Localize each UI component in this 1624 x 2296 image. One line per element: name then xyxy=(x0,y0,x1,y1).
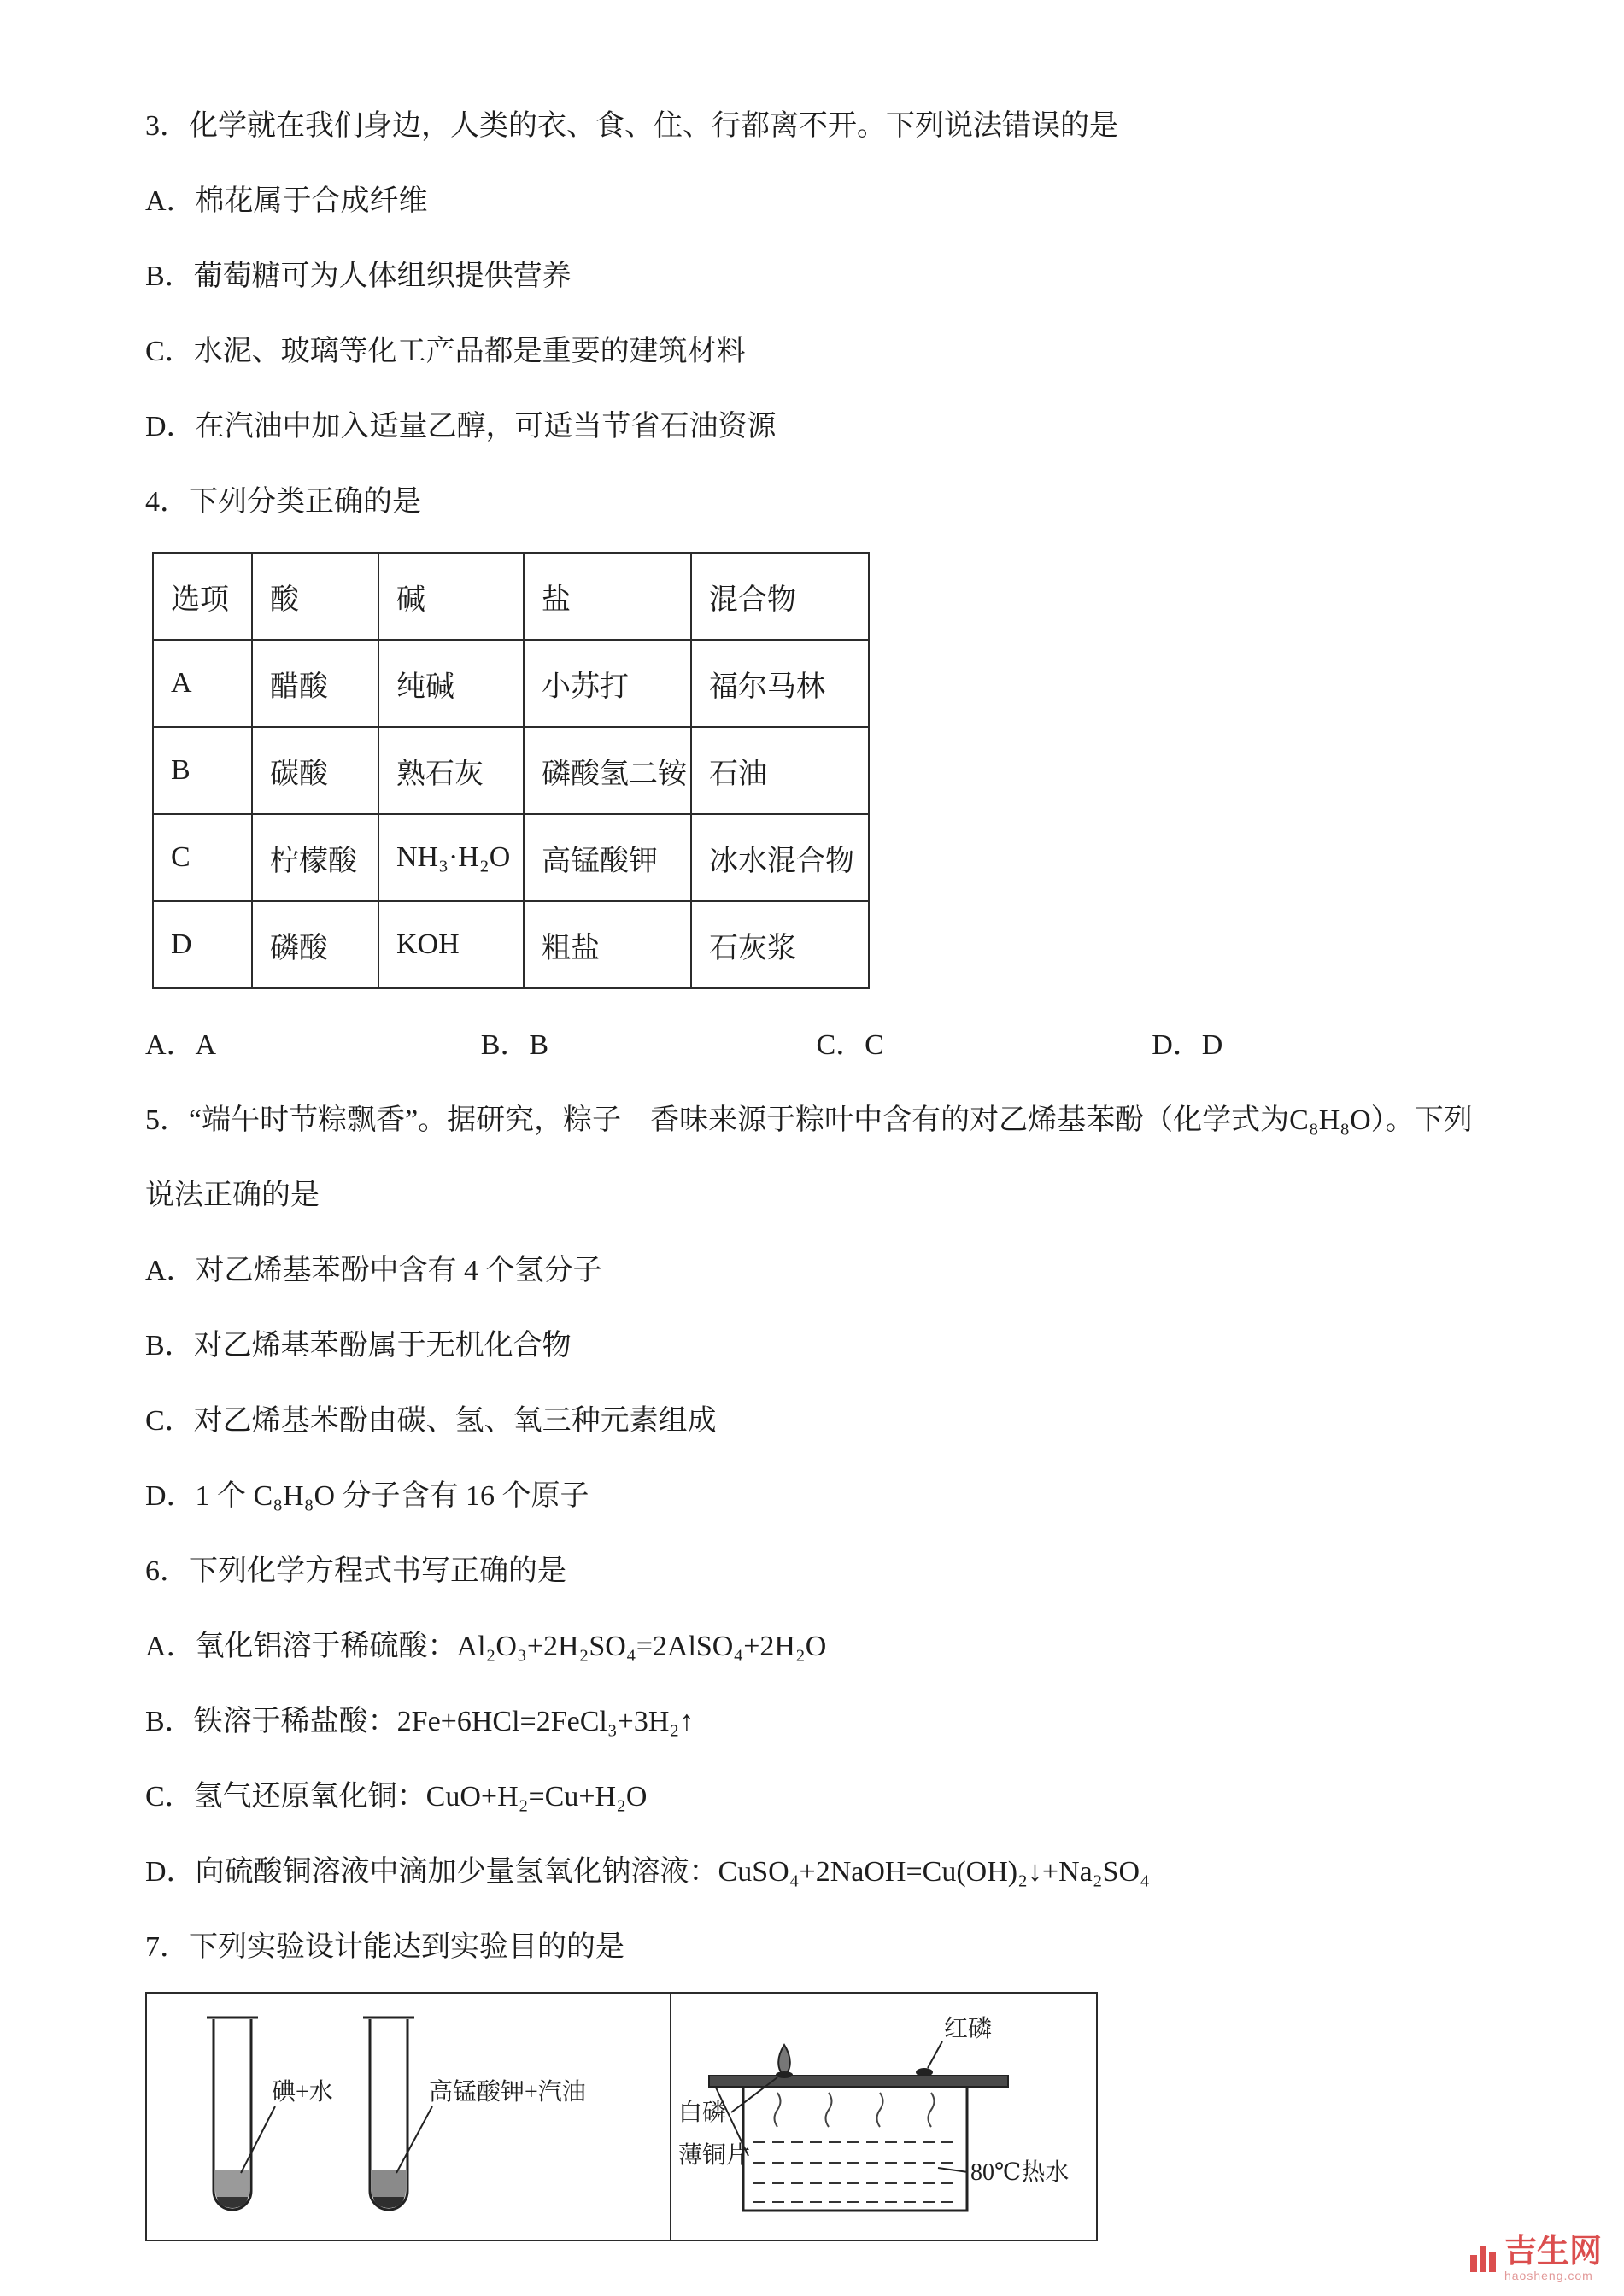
q6-option-c: C．氢气还原氧化铜：CuO+H₂=Cu+H₂O xyxy=(145,1781,648,1813)
table-cell: 冰水混合物 xyxy=(691,814,869,901)
q4-stem: 4．下列分类正确的是 xyxy=(145,486,421,518)
q5-option-d: D．1 个 C₈H₈O 分子含有 16 个原子 xyxy=(145,1480,589,1512)
q6-option-d: D．向硫酸铜溶液中滴加少量氢氧化钠溶液：CuSO₄+2NaOH=Cu(OH)₂↓+Na₂SO₄ xyxy=(145,1856,1150,1888)
logo-subtext: haosheng.com xyxy=(1504,2269,1593,2283)
logo-text: 吉生网 xyxy=(1504,2234,1602,2270)
table-cell: 熟石灰 xyxy=(378,727,524,814)
table-header-row xyxy=(153,553,869,640)
q6-option-a: A．氧化铝溶于稀硫酸：Al₂O₃+2H₂SO₄=2AlSO₄+2H₂O xyxy=(145,1631,827,1662)
q3-stem: 3．化学就在我们身边，人类的衣、食、住、行都离不开。下列说法错误的是 xyxy=(145,110,1118,142)
tube1-leader-line xyxy=(241,2106,275,2173)
table-row xyxy=(153,640,869,727)
q4-answer-b: B．B xyxy=(480,1029,549,1061)
table-cell: KOH xyxy=(378,901,524,988)
q7-figure-container xyxy=(145,1992,1487,2249)
q4-answer-d: D．D xyxy=(1152,1029,1223,1061)
table-cell: 石灰浆 xyxy=(691,901,869,988)
white-phosphorus-dot xyxy=(776,2071,793,2078)
table-cell: NH₃·H₂O xyxy=(378,814,524,901)
table-header-cell: 碱 xyxy=(378,553,524,640)
table-cell: 碳酸 xyxy=(252,727,378,814)
table-cell: D xyxy=(153,901,252,988)
table-cell: 石油 xyxy=(691,727,869,814)
table-header-cell: 酸 xyxy=(252,553,378,640)
table-cell: 高锰酸钾 xyxy=(524,814,691,901)
table-header-cell: 盐 xyxy=(524,553,691,640)
table-header-cell: 混合物 xyxy=(691,553,869,640)
table-cell: 粗盐 xyxy=(524,901,691,988)
red-phosphorus-leader xyxy=(928,2041,942,2068)
table-row xyxy=(153,901,869,988)
site-logo xyxy=(1470,2235,1602,2282)
q6-stem: 6．下列化学方程式书写正确的是 xyxy=(145,1555,566,1587)
table-cell: 柠檬酸 xyxy=(252,814,378,901)
q7-experiment-figure xyxy=(145,1992,1098,2241)
q5-stem: 5．“端午时节粽飘香”。据研究，粽子 香味来源于粽叶中含有的对乙烯基苯酚（化学式为C₈H₈O）。下列说法正确的是 xyxy=(145,1104,1473,1211)
test-tube-1 xyxy=(207,2018,258,2210)
copper-sheet-label: 薄铜片 xyxy=(678,2142,751,2169)
table-header-cell: 选项 xyxy=(153,553,252,640)
table-row xyxy=(153,814,869,901)
table-cell: 纯碱 xyxy=(378,640,524,727)
table-cell: A xyxy=(153,640,252,727)
table-cell: 磷酸氢二铵 xyxy=(524,727,691,814)
q4-answer-c: C．C xyxy=(816,1029,884,1061)
q5-option-c: C．对乙烯基苯酚由碳、氢、氧三种元素组成 xyxy=(145,1405,717,1437)
red-phosphorus-label: 红磷 xyxy=(944,2016,993,2042)
q5-option-b: B．对乙烯基苯酚属于无机化合物 xyxy=(145,1330,572,1362)
q5-option-a: A．对乙烯基苯酚中含有 4 个氢分子 xyxy=(145,1255,602,1286)
heat-waves xyxy=(775,2093,935,2127)
hot-water-label: 80℃热水 xyxy=(970,2159,1070,2186)
table-cell: 小苏打 xyxy=(524,640,691,727)
logo-bars-icon xyxy=(1470,2246,1496,2272)
q3-option-b: B．葡萄糖可为人体组织提供营养 xyxy=(145,261,572,292)
table-cell: B xyxy=(153,727,252,814)
tube2-leader-line xyxy=(396,2106,432,2173)
q4-answer-line xyxy=(145,1008,1487,1083)
test-tube-2 xyxy=(363,2018,414,2210)
white-phosphorus-label: 白磷 xyxy=(678,2100,727,2126)
q4-answer-a: A．A xyxy=(145,1029,217,1061)
q3-option-c: C．水泥、玻璃等化工产品都是重要的建筑材料 xyxy=(145,336,746,367)
table-row xyxy=(153,727,869,814)
table-cell: 磷酸 xyxy=(252,901,378,988)
tube1-label: 碘+水 xyxy=(272,2079,333,2106)
water-lines xyxy=(753,2142,957,2202)
table-cell: 醋酸 xyxy=(252,640,378,727)
q3-option-d: D．在汽油中加入适量乙醇，可适当节省石油资源 xyxy=(145,411,777,442)
table-cell: 福尔马林 xyxy=(691,640,869,727)
table-cell: C xyxy=(153,814,252,901)
tube2-label: 高锰酸钾+汽油 xyxy=(429,2079,586,2106)
q6-option-b: B．铁溶于稀盐酸：2Fe+6HCl=2FeCl₃+3H₂↑ xyxy=(145,1706,695,1737)
flame-icon xyxy=(778,2045,790,2075)
q3-option-a: A．棉花属于合成纤维 xyxy=(145,185,428,217)
hot-water-leader xyxy=(938,2168,968,2172)
q4-classification-table xyxy=(152,552,870,989)
q7-stem: 7．下列实验设计能达到实验目的的是 xyxy=(145,1931,624,1963)
red-phosphorus-dot xyxy=(916,2068,933,2076)
copper-sheet xyxy=(709,2076,1008,2087)
